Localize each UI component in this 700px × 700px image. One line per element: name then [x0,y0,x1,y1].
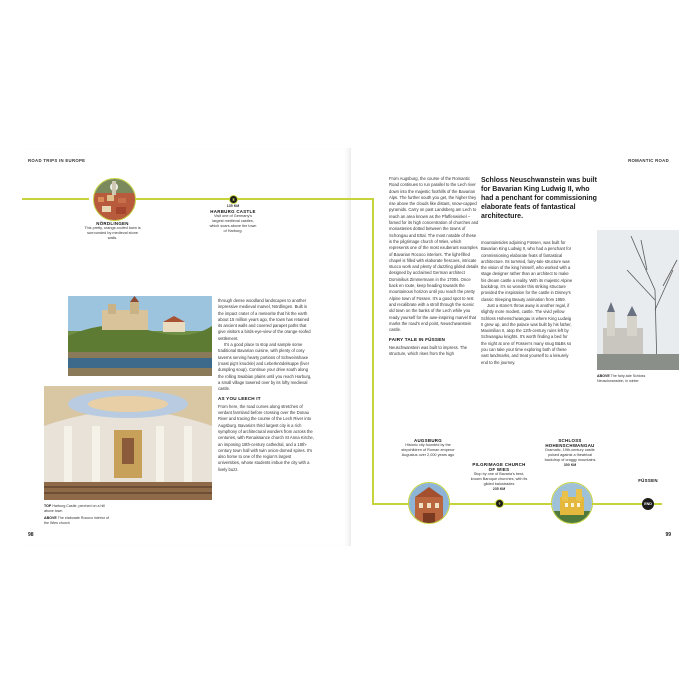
stop-augsburg-label: AUGSBURG Historic city founded by the stepchildren of Roman emperor Augustus over 2,000 years ago [401,438,455,457]
left-page [22,148,351,546]
augsburg-photo [408,482,450,524]
page-number-left: 98 [28,532,34,538]
stop-fussen-label: FÜSSEN [638,478,658,483]
stop-wies-label: PILGRIMAGE CHURCH OF WIES Stop by one of Bavaria's best-known Baroque churches, with its gilded balustrades 235 KM [470,462,528,491]
pull-quote: Schloss Neuschwanstein was built for Bavarian King Ludwig II, who had a penchant for commissioning elaborate feats of fantastical architecture. [481,177,597,220]
stop-harburg-label: 135 KM HARBURG CASTLE Visit one of Germany's largest medieval castles, which soars above the town of Harburg. [209,204,257,233]
caption-above: ABOVE The elaborate Rococo interior of the Wies church [44,516,110,525]
route-line [134,198,351,200]
route-line [372,198,374,504]
hohenschwangau-photo [551,482,593,524]
page-number-right: 99 [665,532,671,538]
running-head-right: ROMANTIC ROAD [628,158,669,163]
stop-hohenschwangau-label: SCHLOSS HOHENSCHWANGAU Dramatic, 19th-century castle poised against a theatrical backdrop of craggy mountains 300 KM [544,438,596,467]
caption-neuschwanstein: ABOVE The fairy-tale Schloss Neuschwanstein, in winter [597,374,646,383]
subhead-as-you-leech-it: AS YOU LEECH IT [218,396,261,402]
stop-nordlingen-label: NÖRDLINGEN This pretty, orange-roofed town is surrounded by medieval stone walls. [84,221,141,240]
end-badge: END [642,498,654,510]
right-page [351,148,679,546]
nordlingen-photo [93,178,136,221]
wies-church-photo [44,386,212,500]
castle-icon: ♜ [229,195,238,204]
neuschwanstein-photo [597,230,679,370]
caption-top: TOP Harburg Castle, perched on a hill above town [44,504,105,513]
left-body-text: through dense woodland landscapes to another impressive medieval marvel, Nördlingen. Built in the impact crater of a meteorite that hit the earth about 15 million years ago, the town has retained its ancient walls and covered parapet paths that give visitors a birds-eye-view of the orange-roofed settlement. It's a good place to stop and sample some traditional Bavarian cuisine, with plenty of cosy taverns serving hearty portions of Schweinshaxe (roast pig's knuckle) and Leberknödelsuppe (liver dumpling soup). Continue your drive south along the rolling Swabian plains until you reach Harburg, a small village towered over by its lofty medieval castle. AS YOU LEECH IT From here, the road curves along stretches of verdant farmland before crossing over the Donau River and tracing the course of the Lech River into Augsburg. Bavaria's third largest city is a rich symphony of architectural wonders from across the centuries, with Renaissance church St Anna Kirche, an imposing 18th-century cathedral, and a 16th-century town hall with twin onion-domed spires. It's also home to one of the region's largest universities, whose students imbue the city with a lively buzz. [218,298,314,472]
church-icon: ✝ [495,499,504,508]
harburg-castle-photo [68,296,212,376]
right-col2-text: mountainsides adjoining Füssen, was built for Bavarian King Ludwig II, who had a penchant for commissioning elaborate feats of fantastical architecture. Its turreted, fairy-tale structure was the vision of the king himself, who worked with a stage designer rather than an architect to make his dream castle a reality. With its majestic Alpine backdrop, it's no wonder this striking structure provided the inspiration for the castle in Disney's classic Sleeping Beauty animation from 1959. Just a stone's throw away is another regal, if slightly more modest, castle. The vivid yellow Schloss Hohenschwangau is where King Ludwig II grew up, and the palace was built by his father, Maximilian II, atop the 12th-century ruins left by Schwangau knights. It's worth finding a bed for the night at one of Füssen's many snug B&Bs so you can take your time exploring both of these vast landmarks, and treat yourself to a leisurely end to the journey. [481,240,573,365]
running-head-left: ROAD TRIPS IN EUROPE [28,158,86,163]
route-line [22,198,89,200]
subhead-fairy-tale: FAIRY TALE IN FÜSSEN [389,337,445,343]
route-line [351,198,373,200]
right-col1-text: From Augsburg, the course of the Romantic Road continues to run parallel to the Lech river down into the majestic foothills of the Bavarian Alps. The further south you get, the higher they rise above the clouds like distant, snow-capped pyramids. Carry on past Landsberg am Lech to reach an area known as the Pfaffenwinkel – famed for its high concentration of churches and monasteries dotted between the towns of Schongau and Ettal. The most notable of these is the pilgrimage church of Wies, which represents one of the most exuberant examples of Bavarian Rococo interiors. The light-filled chapel is filled with elaborate frescoes, intricate stucco work and plenty of dazzling gilded details designed by acclaimed German architect Dominikus Zimmermann in the 1700s. Once back en route, keep heading towards the mountainous horizon until you reach the pretty Alpine town of Füssen. It's a good spot to rest and recalibrate with a stroll through the scenic old town on the banks of the Lech while you ready yourself for the awe-inspiring marvel that marks the road's end point, Neuschwanstein castle. FAIRY TALE IN FÜSSEN Neuschwanstein was built to impress. The structure, which rises from the high [389,176,479,357]
